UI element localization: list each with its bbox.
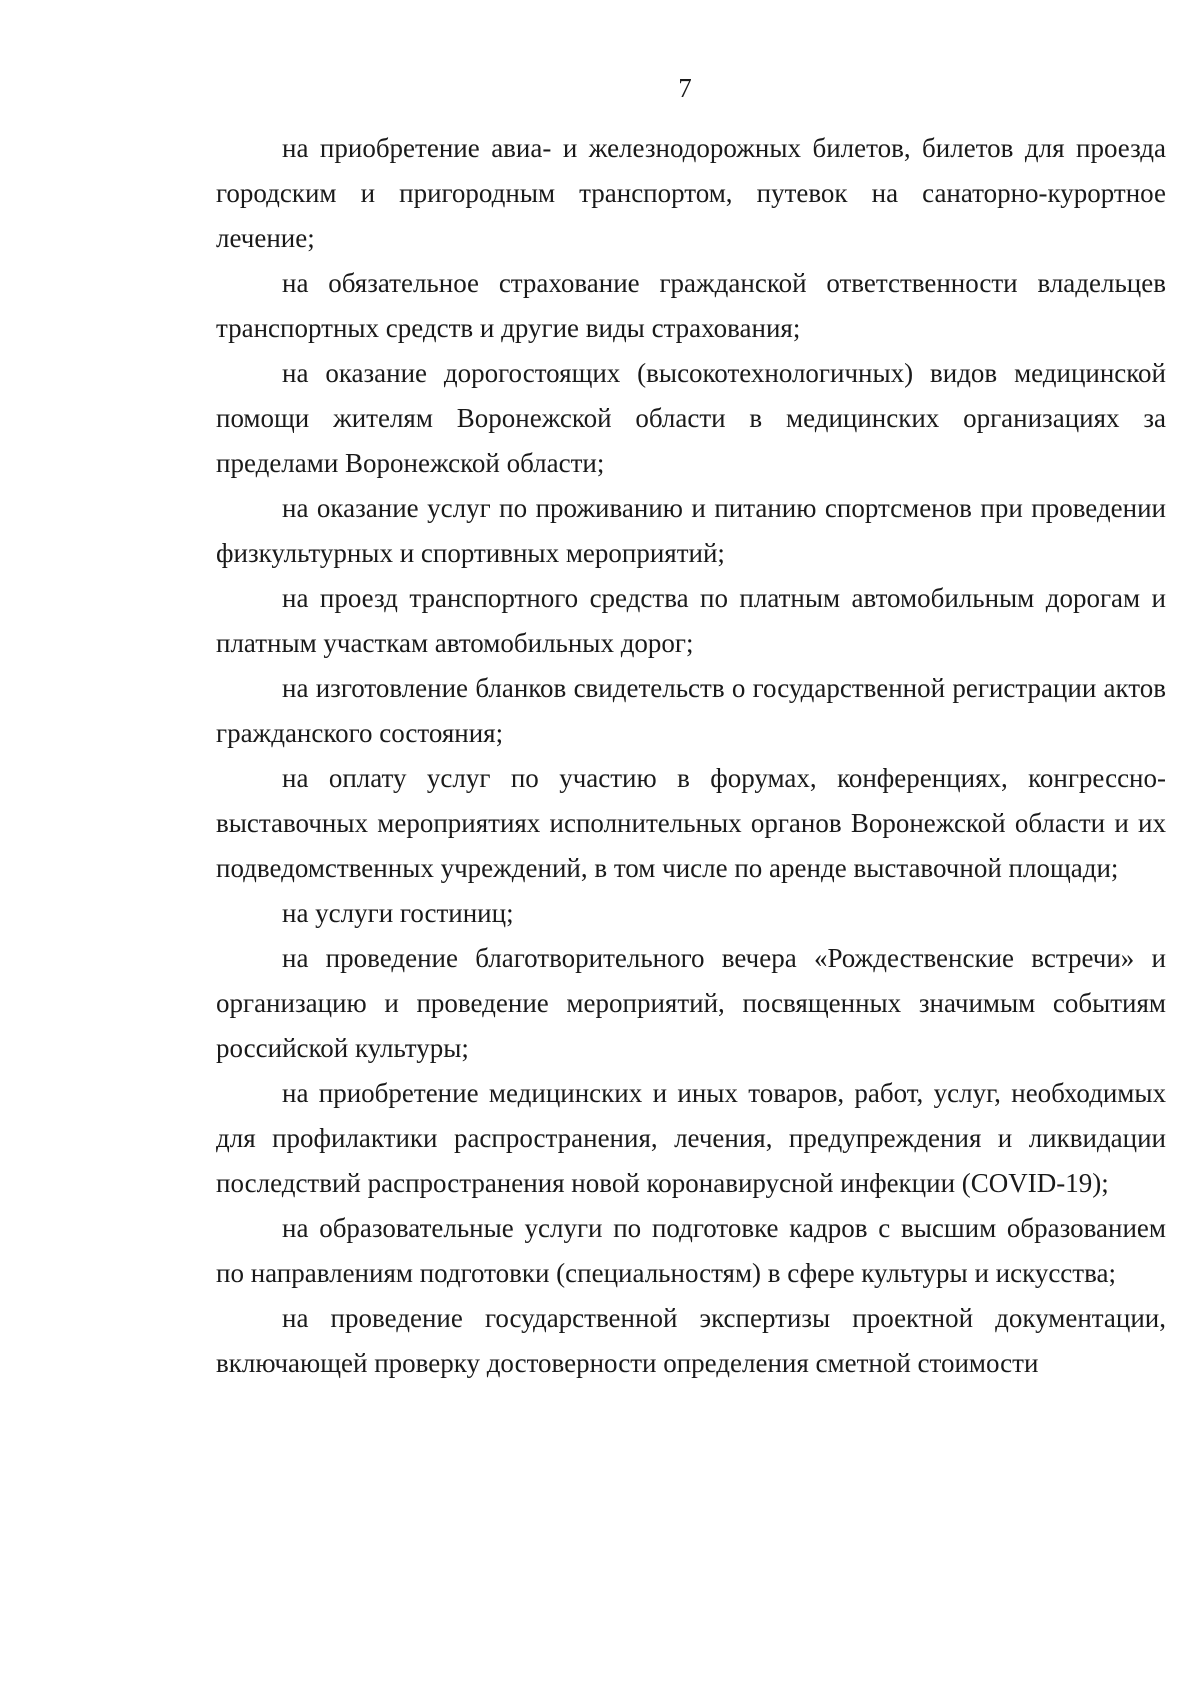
page-number: 7 [678, 73, 692, 103]
paragraph-6: на изготовление бланков свидетельств о государственной регистрации актов гражданского состояния; [216, 673, 1166, 748]
paragraph-2: на обязательное страхование гражданской ответственности владельцев транспортных средств и другие виды страхования; [216, 268, 1166, 343]
paragraph-11: на образовательные услуги по подготовке кадров с высшим образованием по направлениям подготовки (специальностям) в сфере культуры и искусства; [216, 1213, 1166, 1288]
paragraph-9: на проведение благотворительного вечера «Рождественские встречи» и организацию и проведение мероприятий, посвященных значимым событиям российской культуры; [216, 943, 1166, 1063]
paragraph-5: на проезд транспортного средства по платным автомобильным дорогам и платным участкам автомобильных дорог; [216, 583, 1166, 658]
paragraph-10: на приобретение медицинских и иных товаров, работ, услуг, необходимых для профилактики распространения, лечения, предупреждения и ликвидации последствий распространения новой коронавирусной инфекции (COVID-19); [216, 1078, 1166, 1198]
paragraph-4: на оказание услуг по проживанию и питанию спортсменов при проведении физкультурных и спортивных мероприятий; [216, 493, 1166, 568]
paragraph-8: на услуги гостиниц; [282, 898, 514, 928]
paragraph-12: на проведение государственной экспертизы проектной документации, включающей проверку достоверности определения сметной стоимости [216, 1303, 1166, 1378]
paragraph-1: на приобретение авиа- и железнодорожных билетов, билетов для проезда городским и пригородным транспортом, путевок на санаторно-курортное лечение; [216, 133, 1166, 253]
paragraph-3: на оказание дорогостоящих (высокотехнологичных) видов медицинской помощи жителям Воронежской области в медицинских организациях за пределами Воронежской области; [216, 358, 1166, 478]
document-body [216, 126, 1166, 1386]
paragraph-7: на оплату услуг по участию в форумах, конференциях, конгрессно-выставочных мероприятиях исполнительных органов Воронежской области и их подведомственных учреждений, в том числе по аренде выставочной площади; [216, 763, 1166, 883]
